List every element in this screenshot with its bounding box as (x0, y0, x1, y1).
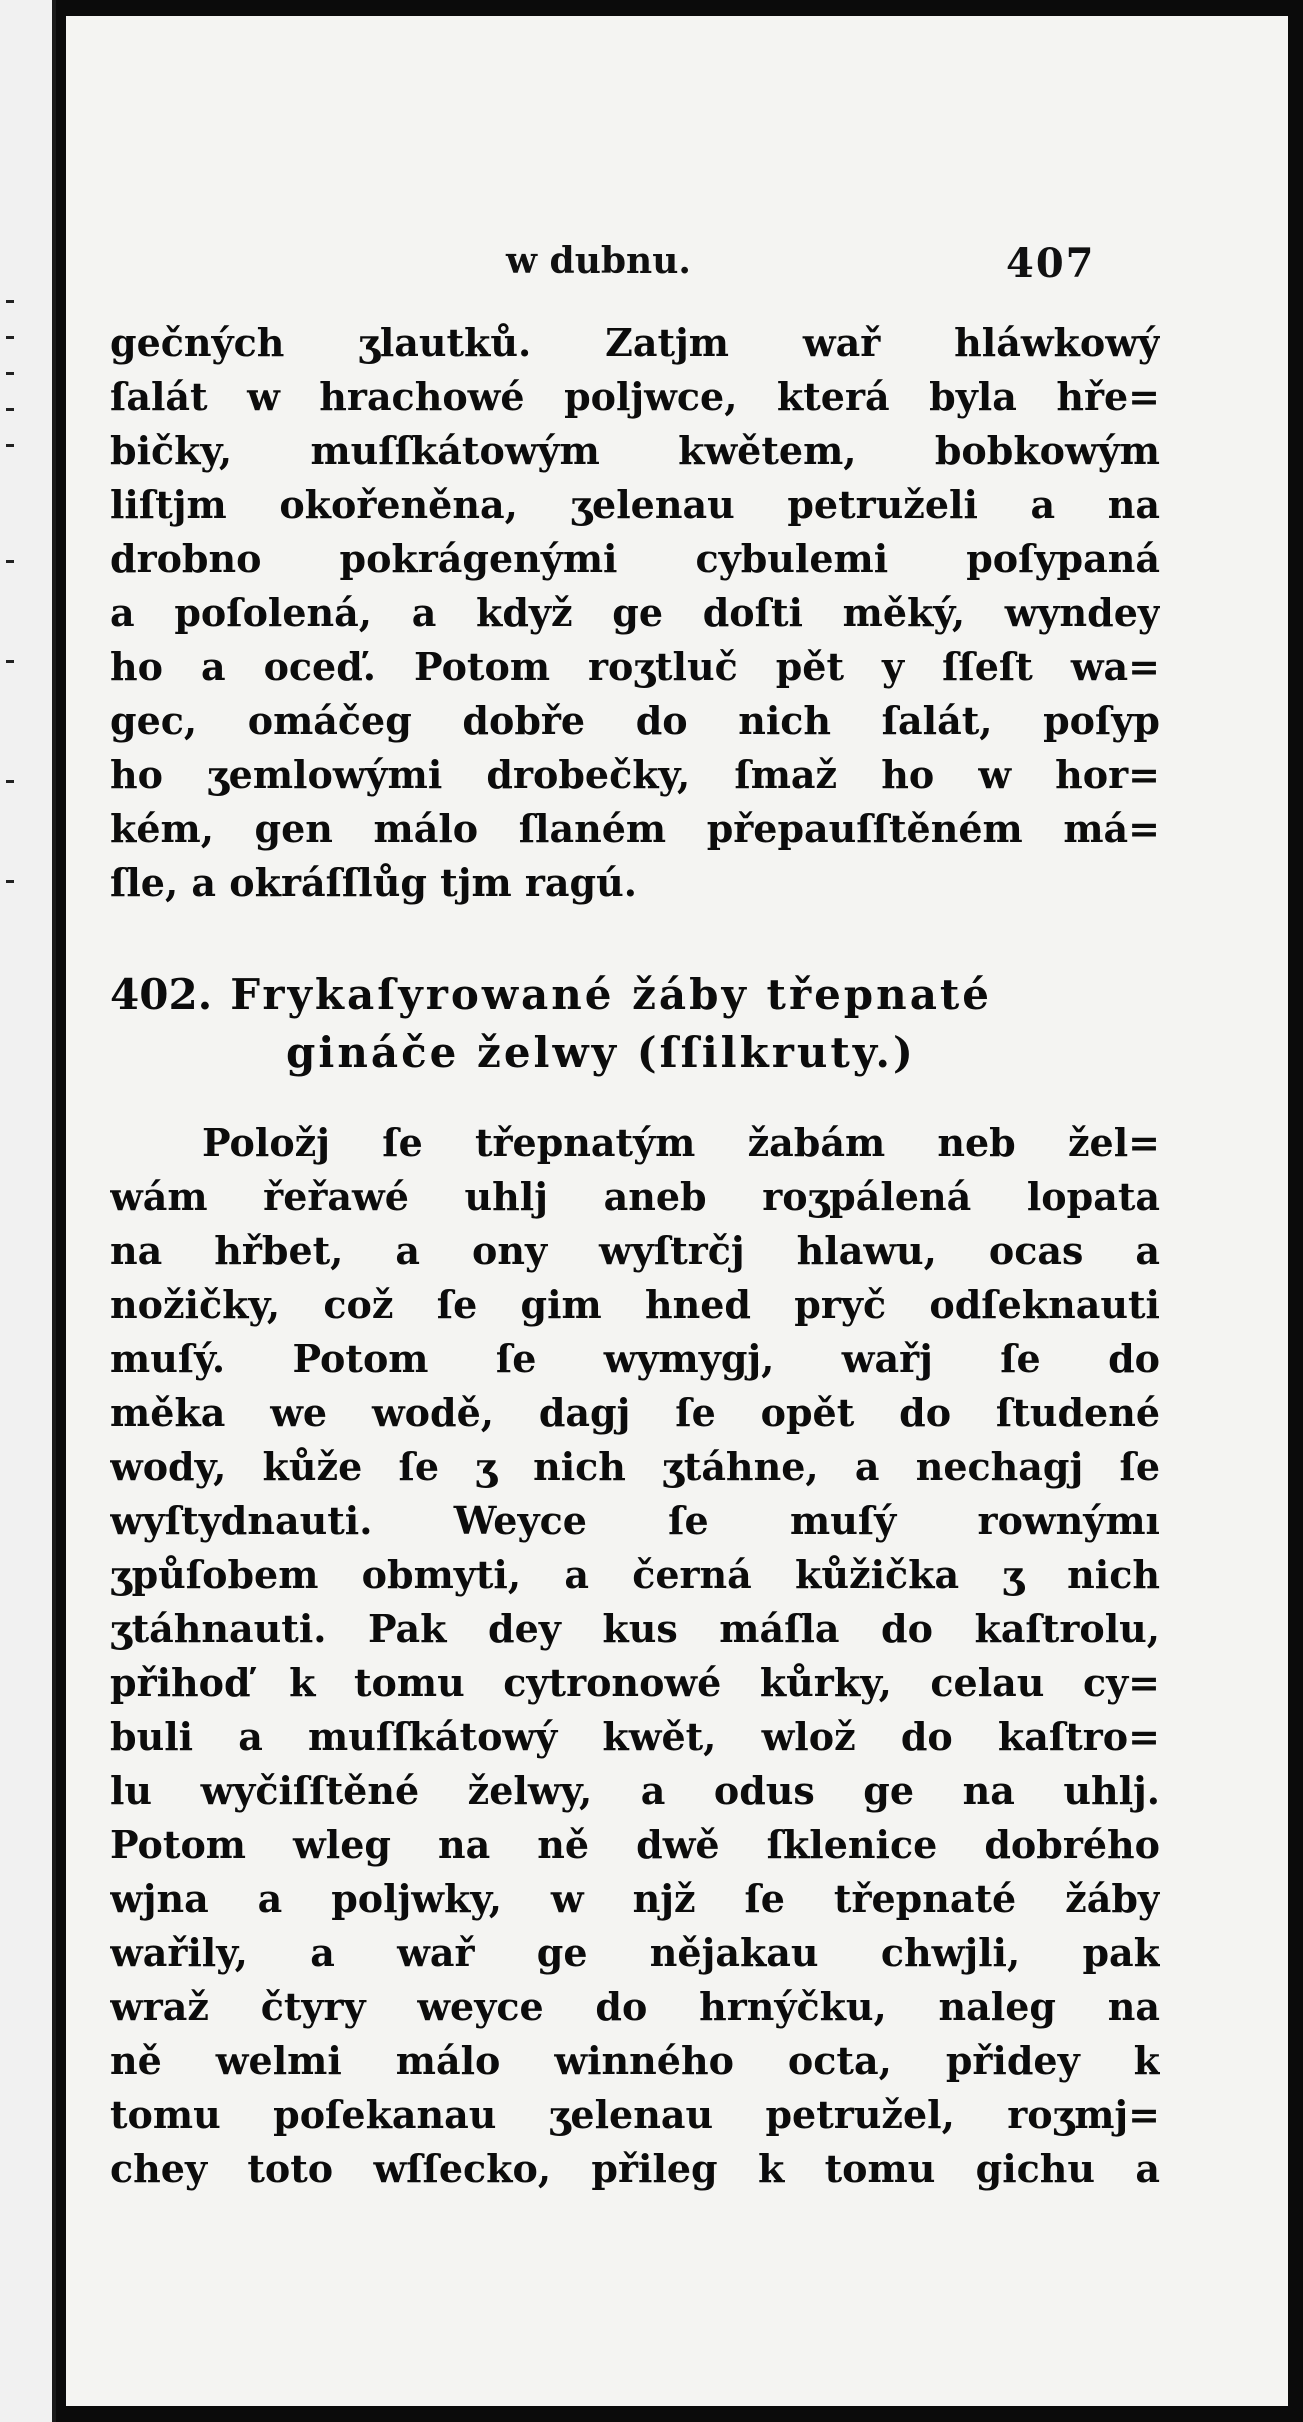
text-line: drobno pokrágenými cybulemi poſypaná (110, 536, 1160, 581)
margin-mark (6, 300, 14, 303)
text-line: přihoď k tomu cytronowé kůrky, celau cy= (110, 1660, 1160, 1705)
margin-mark (6, 780, 14, 783)
text-line: wjna a poljwky, w njž ſe třepnaté žáby (110, 1876, 1160, 1921)
text-line: nožičky, což ſe gim hned pryč odſeknauti (110, 1282, 1160, 1327)
text-line: gec, omáčeg dobře do nich ſalát, poſyp (110, 698, 1160, 743)
margin-mark (6, 880, 14, 883)
text-line: kém, gen málo ſlaném přepauſſtěném má= (110, 806, 1160, 851)
text-line: tomu poſekanau ʒelenau petružel, roʒmj= (110, 2092, 1160, 2137)
text-line: měka we wodě, dagj ſe opět do ſtudené (110, 1390, 1160, 1435)
text-line: buli a muſſkátowý kwět, wlož do kaſtro= (110, 1714, 1160, 1759)
text-line: muſý. Potom ſe wymygj, wařj ſe do (110, 1336, 1160, 1381)
margin-mark (6, 444, 14, 447)
text-line: ho a oceď. Potom roʒtluč pět y ſſeſt wa= (110, 644, 1160, 689)
text-line: liſtjm okořeněna, ʒelenau petruželi a na (110, 482, 1160, 527)
book-page (66, 16, 1288, 2406)
text-line: wyſtydnauti. Weyce ſe muſý rownýmı (110, 1498, 1160, 1543)
margin-mark (6, 660, 14, 663)
recipe-title-line-1: Frykaſyrowané žáby třepnaté (230, 970, 993, 1019)
text-line: ſalát w hrachowé poljwce, která byla hře= (110, 374, 1160, 419)
text-line: wařily, a wař ge nějakau chwjli, pak (110, 1930, 1160, 1975)
margin-mark (6, 408, 14, 411)
text-line: ně welmi málo winného octa, přidey k (110, 2038, 1160, 2083)
text-line: Potom wleg na ně dwě ſklenice dobrého (110, 1822, 1160, 1867)
recipe-heading (110, 966, 1160, 1024)
margin-mark (6, 560, 14, 563)
text-line: gečných ʒlautků. Zatjm wař hláwkowý (110, 320, 1160, 365)
text-line: bičky, muſſkátowým kwětem, bobkowým (110, 428, 1160, 473)
page-number: 407 (1006, 240, 1096, 287)
text-line: wody, kůže ſe ʒ nich ʒtáhne, a nechagj ſe (110, 1444, 1160, 1489)
text-line: ſle, a okráſſlůg tjm ragú. (110, 860, 637, 905)
text-line: chey toto wſſecko, přileg k tomu gichu a (110, 2146, 1160, 2191)
text-line: ho ʒemlowými drobečky, ſmaž ho w hor= (110, 752, 1160, 797)
previous-page-edge (0, 0, 56, 2422)
text-line: a poſolená, a když ge doſti měký, wyndey (110, 590, 1160, 635)
text-line: lu wyčiſſtěné želwy, a odus ge na uhlj. (110, 1768, 1160, 1813)
body-text (110, 316, 1160, 2196)
recipe-title-line-2: gináče želwy (ſſilkruty.) (286, 1028, 916, 1077)
running-title: w dubnu. (506, 240, 691, 282)
text-line: Položj ſe třepnatým žabám neb žel= (202, 1120, 1160, 1165)
text-line: wám řeřawé uhlj aneb roʒpálená lopata (110, 1174, 1160, 1219)
recipe-number: 402. (110, 970, 213, 1019)
running-head (66, 240, 1288, 290)
text-line: wraž čtyry weyce do hrnýčku, naleg na (110, 1984, 1160, 2029)
text-line: ʒpůſobem obmyti, a černá kůžička ʒ nich (110, 1552, 1160, 1597)
text-line: ʒtáhnauti. Pak dey kus máſla do kaſtrolu, (110, 1606, 1160, 1651)
text-line: na hřbet, a ony wyſtrčj hlawu, ocas a (110, 1228, 1160, 1273)
margin-mark (6, 372, 14, 375)
margin-mark (6, 336, 14, 339)
